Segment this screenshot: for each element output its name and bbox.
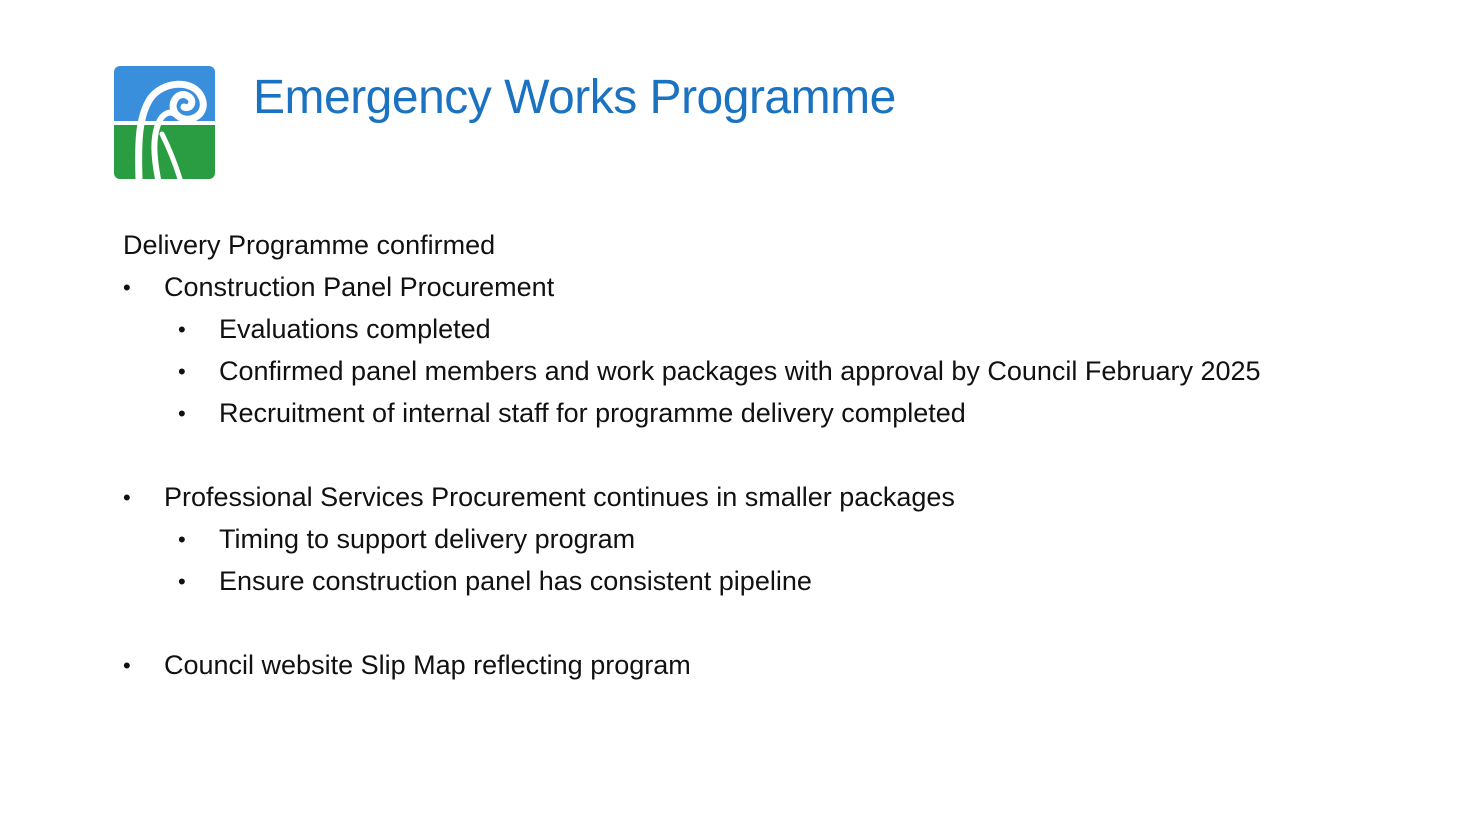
list-item	[123, 523, 1323, 556]
bullet: •	[178, 401, 186, 426]
sub-item: Timing to support delivery program	[219, 524, 636, 554]
intro-text: Delivery Programme confirmed	[123, 230, 496, 260]
sub-item: Evaluations completed	[219, 314, 491, 344]
list-item	[123, 397, 1323, 430]
sub-item: Ensure construction panel has consistent pipeline	[219, 566, 812, 596]
bullet: •	[123, 275, 131, 300]
bullet: •	[178, 359, 186, 384]
bullet: •	[178, 569, 186, 594]
section-label: Council website Slip Map reflecting program	[164, 650, 691, 680]
council-fern-logo-icon	[114, 66, 215, 179]
section-label: Construction Panel Procurement	[164, 272, 555, 302]
bullet: •	[123, 653, 131, 678]
list-item	[123, 649, 1323, 682]
list-item	[123, 355, 1323, 388]
spacer	[123, 607, 1323, 649]
page-title: Emergency Works Programme	[253, 71, 896, 124]
list-item	[123, 565, 1323, 598]
list-item	[123, 481, 1323, 514]
section-label: Professional Services Procurement continues in smaller packages	[164, 482, 955, 512]
sub-item: Confirmed panel members and work packages with approval by Council February 2025	[219, 356, 1261, 386]
bullet: •	[178, 527, 186, 552]
list-item	[123, 313, 1323, 346]
bullet: •	[178, 317, 186, 342]
sub-item: Recruitment of internal staff for programme delivery completed	[219, 398, 966, 428]
list-item	[123, 271, 1323, 304]
slide-content	[123, 229, 1323, 691]
bullet: •	[123, 485, 131, 510]
spacer	[123, 439, 1323, 481]
